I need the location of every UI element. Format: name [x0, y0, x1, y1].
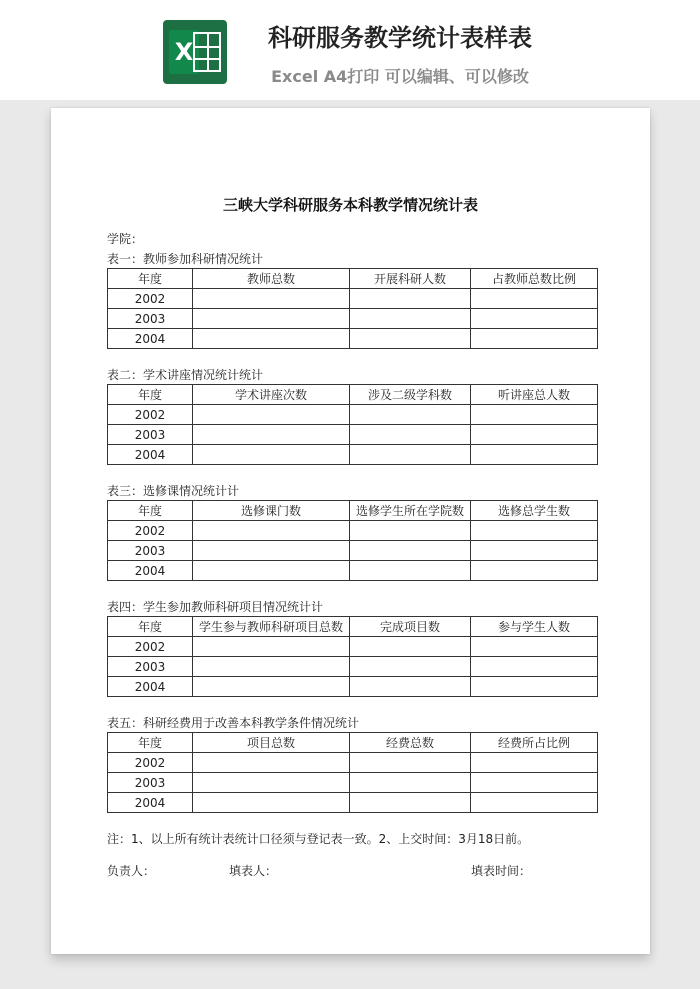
banner-title: 科研服务教学统计表样表 — [268, 24, 532, 52]
section-title: 表二：学术讲座情况统计统计 — [107, 368, 264, 382]
data-cell — [471, 425, 598, 445]
header-cell: 学术讲座次数 — [193, 385, 350, 405]
data-cell — [193, 425, 350, 445]
year-cell: 2003 — [108, 773, 193, 793]
data-cell — [193, 753, 350, 773]
table-row — [108, 329, 598, 349]
table-row — [108, 289, 598, 309]
stat-table — [107, 616, 598, 697]
year-cell: 2003 — [108, 309, 193, 329]
table-row — [108, 541, 598, 561]
data-cell — [350, 561, 471, 581]
header-cell: 教师总数 — [193, 269, 350, 289]
data-cell — [350, 521, 471, 541]
section-title: 表五：科研经费用于改善本科教学条件情况统计 — [107, 716, 360, 730]
data-cell — [193, 329, 350, 349]
header-cell: 年度 — [108, 617, 193, 637]
table-header-row — [108, 269, 598, 289]
year-cell: 2002 — [108, 289, 193, 309]
data-cell — [471, 677, 598, 697]
section-title: 表三：选修课情况统计计 — [107, 484, 240, 498]
college-label: 学院： — [107, 232, 144, 246]
header-cell: 年度 — [108, 385, 193, 405]
header-cell: 完成项目数 — [350, 617, 471, 637]
table-row — [108, 521, 598, 541]
data-cell — [193, 521, 350, 541]
stat-table — [107, 732, 598, 813]
table-row — [108, 753, 598, 773]
data-cell — [350, 773, 471, 793]
table-row — [108, 561, 598, 581]
table-row — [108, 425, 598, 445]
header-cell: 选修总学生数 — [471, 501, 598, 521]
header-cell: 选修学生所在学院数 — [350, 501, 471, 521]
data-cell — [471, 753, 598, 773]
data-cell — [350, 425, 471, 445]
data-cell — [350, 541, 471, 561]
data-cell — [193, 309, 350, 329]
data-cell — [471, 445, 598, 465]
table-row — [108, 405, 598, 425]
data-cell — [471, 793, 598, 813]
header-cell: 开展科研人数 — [350, 269, 471, 289]
data-cell — [471, 657, 598, 677]
header-cell: 涉及二级学科数 — [350, 385, 471, 405]
section-title: 表一：教师参加科研情况统计 — [107, 252, 264, 266]
data-cell — [350, 329, 471, 349]
footnote: 注：1、以上所有统计表统计口径须与登记表一致。2、上交时间：3月18日前。 — [107, 832, 530, 846]
data-cell — [471, 405, 598, 425]
header-cell: 年度 — [108, 733, 193, 753]
table-row — [108, 677, 598, 697]
spreadsheet-grid-icon — [193, 32, 221, 72]
year-cell: 2002 — [108, 753, 193, 773]
filler-label: 填表人： — [229, 864, 278, 878]
data-cell — [350, 753, 471, 773]
data-cell — [350, 793, 471, 813]
year-cell: 2003 — [108, 657, 193, 677]
data-cell — [471, 561, 598, 581]
banner-header — [0, 0, 700, 100]
year-cell: 2004 — [108, 329, 193, 349]
header-cell: 占教师总数比例 — [471, 269, 598, 289]
data-cell — [193, 677, 350, 697]
excel-logo-letter: X — [169, 30, 199, 74]
header-cell: 经费总数 — [350, 733, 471, 753]
document-page — [51, 108, 650, 954]
year-cell: 2004 — [108, 793, 193, 813]
table-row — [108, 445, 598, 465]
table-header-row — [108, 617, 598, 637]
data-cell — [350, 405, 471, 425]
data-cell — [193, 773, 350, 793]
stat-table — [107, 268, 598, 349]
header-cell: 年度 — [108, 269, 193, 289]
year-cell: 2002 — [108, 521, 193, 541]
stat-table — [107, 384, 598, 465]
header-cell: 参与学生人数 — [471, 617, 598, 637]
data-cell — [350, 309, 471, 329]
data-cell — [350, 637, 471, 657]
data-cell — [193, 793, 350, 813]
year-cell: 2004 — [108, 561, 193, 581]
year-cell: 2002 — [108, 405, 193, 425]
data-cell — [350, 657, 471, 677]
data-cell — [193, 405, 350, 425]
year-cell: 2003 — [108, 541, 193, 561]
data-cell — [350, 445, 471, 465]
table-header-row — [108, 385, 598, 405]
fill-time-label: 填表时间： — [471, 864, 532, 878]
data-cell — [193, 289, 350, 309]
table-row — [108, 773, 598, 793]
year-cell: 2002 — [108, 637, 193, 657]
data-cell — [193, 561, 350, 581]
header-cell: 项目总数 — [193, 733, 350, 753]
data-cell — [471, 637, 598, 657]
data-cell — [471, 289, 598, 309]
data-cell — [471, 329, 598, 349]
data-cell — [350, 677, 471, 697]
table-header-row — [108, 501, 598, 521]
header-cell: 经费所占比例 — [471, 733, 598, 753]
banner-subtitle: Excel A4打印 可以编辑、可以修改 — [271, 67, 529, 86]
header-cell: 选修课门数 — [193, 501, 350, 521]
excel-logo-icon — [163, 20, 227, 84]
data-cell — [193, 541, 350, 561]
year-cell: 2003 — [108, 425, 193, 445]
table-row — [108, 637, 598, 657]
data-cell — [471, 521, 598, 541]
responsible-person-label: 负责人： — [107, 864, 156, 878]
data-cell — [193, 637, 350, 657]
table-header-row — [108, 733, 598, 753]
data-cell — [350, 289, 471, 309]
year-cell: 2004 — [108, 445, 193, 465]
data-cell — [471, 309, 598, 329]
stat-table — [107, 500, 598, 581]
document-title: 三峡大学科研服务本科教学情况统计表 — [222, 196, 478, 214]
data-cell — [193, 657, 350, 677]
data-cell — [471, 773, 598, 793]
table-row — [108, 309, 598, 329]
section-title: 表四：学生参加教师科研项目情况统计计 — [107, 600, 324, 614]
data-cell — [471, 541, 598, 561]
table-row — [108, 657, 598, 677]
header-cell: 听讲座总人数 — [471, 385, 598, 405]
year-cell: 2004 — [108, 677, 193, 697]
data-cell — [193, 445, 350, 465]
header-cell: 年度 — [108, 501, 193, 521]
table-row — [108, 793, 598, 813]
header-cell: 学生参与教师科研项目总数 — [193, 617, 350, 637]
